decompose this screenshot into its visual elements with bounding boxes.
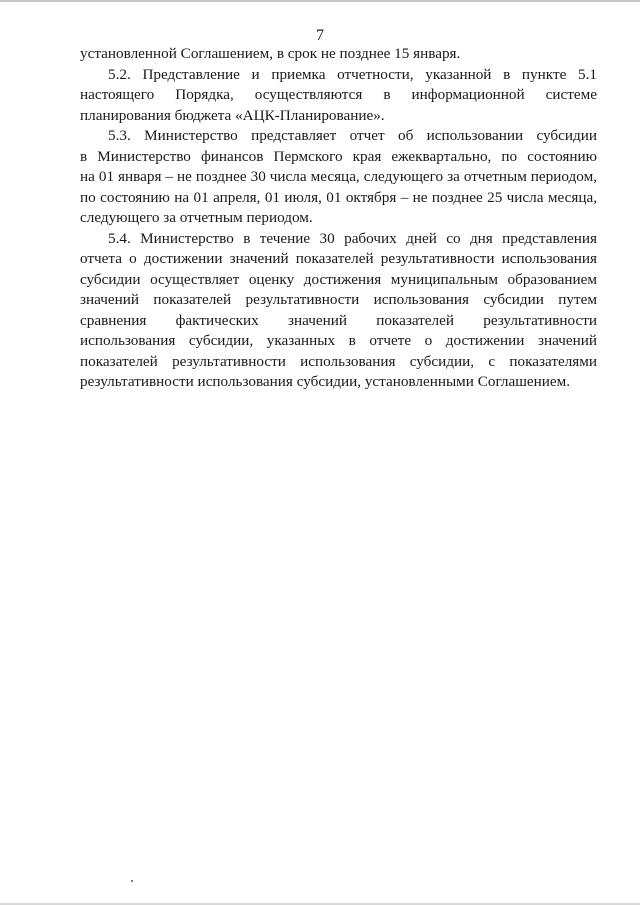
text-line: субсидии осуществляет оценку достижения муниципальным образованием <box>80 270 597 288</box>
text-line: на 01 января – не позднее 30 числа месяца, следующего за отчетным периодом, <box>80 168 597 185</box>
text-line: отчета о достижении значений показателей результативности использования <box>80 250 597 267</box>
text-line: результативности использования субсидии, установленными Соглашением. <box>80 373 571 390</box>
text-line: 5.3. Министерство представляет отчет об использовании субсидии <box>108 127 597 144</box>
text-line: в Министерство финансов Пермского края ежеквартально, по состоянию <box>80 147 597 165</box>
page-number: 7 <box>316 27 324 44</box>
text-line: 5.2. Представление и приемка отчетности, указанной в пункте 5.1 <box>108 65 597 83</box>
paragraph-5-4 <box>80 229 597 393</box>
paragraph-5-2 <box>80 65 597 127</box>
text-line: использования субсидии, указанных в отчете о достижении значений <box>80 332 597 349</box>
text-line: настоящего Порядка, осуществляются в информационной системе <box>80 86 597 103</box>
text-line: значений показателей результативности использования субсидии путем <box>80 291 597 308</box>
scan-top-edge <box>0 0 640 2</box>
scan-speck <box>131 880 133 882</box>
text-line: по состоянию на 01 апреля, 01 июля, 01 октября – не позднее 25 числа месяца, <box>80 188 597 206</box>
text-line: сравнения фактических значений показателей результативности <box>80 311 597 329</box>
text-line: установленной Соглашением, в срок не позднее 15 января. <box>80 45 461 62</box>
text-line: следующего за отчетным периодом. <box>80 209 313 226</box>
text-line: 5.4. Министерство в течение 30 рабочих дней со дня представления <box>108 229 597 247</box>
text-line: планирования бюджета «АЦК-Планирование». <box>80 106 385 124</box>
paragraph-continuation <box>80 44 597 65</box>
document-body <box>80 44 597 393</box>
paragraph-5-3 <box>80 126 597 229</box>
text-line: показателей результативности использования субсидии, с показателями <box>80 352 597 370</box>
